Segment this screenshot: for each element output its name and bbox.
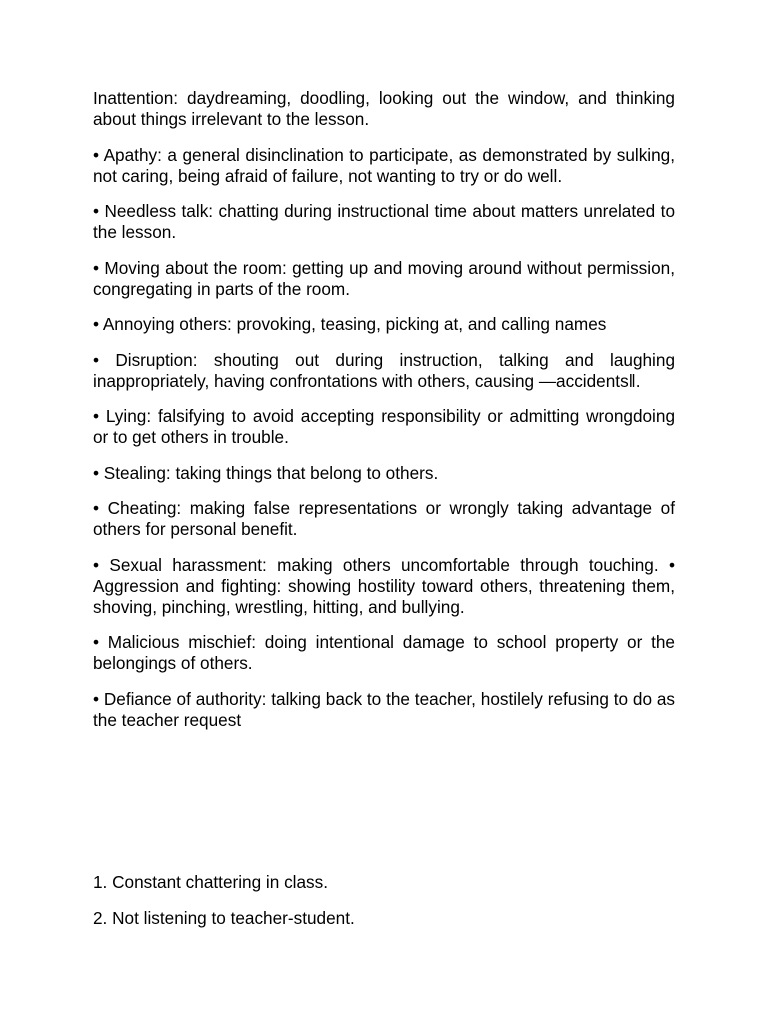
paragraph-annoying-others: • Annoying others: provoking, teasing, picking at, and calling names <box>93 314 607 334</box>
list-item-2: 2. Not listening to teacher-student. <box>93 907 355 928</box>
paragraph-lying: • Lying: falsifying to avoid accepting responsibility or admitting wrongdoing or to get others in trouble. <box>93 406 675 447</box>
paragraph-disruption: • Disruption: shouting out during instruction, talking and laughing inappropriately, having confrontations with others, causing ―accidents‖. <box>93 349 675 391</box>
paragraph-defiance: • Defiance of authority: talking back to the teacher, hostilely refusing to do as the teacher request <box>93 688 675 730</box>
paragraph-inattention: Inattention: daydreaming, doodling, looking out the window, and thinking about things irrelevant to the lesson. <box>93 88 675 129</box>
paragraph-apathy: • Apathy: a general disinclination to participate, as demonstrated by sulking, not caring, being afraid of failure, not wanting to try or do well. <box>93 144 675 186</box>
paragraph-sexual-harassment: • Sexual harassment: making others uncomfortable through touching. • Aggression and fighting: showing hostility toward others, threatening them, shoving, pinching, wrestling, hitting, and bullying. <box>93 554 675 617</box>
paragraph-stealing: • Stealing: taking things that belong to others. <box>93 462 439 483</box>
paragraph-needless-talk: • Needless talk: chatting during instructional time about matters unrelated to the lesson. <box>93 201 675 242</box>
list-item-1: 1. Constant chattering in class. <box>93 872 329 892</box>
paragraph-moving-about: • Moving about the room: getting up and moving around without permission, congregating in parts of the room. <box>93 257 675 299</box>
numbered-list <box>93 872 675 943</box>
paragraph-malicious-mischief: • Malicious mischief: doing intentional damage to school property or the belongings of others. <box>93 632 675 673</box>
paragraph-cheating: • Cheating: making false representations or wrongly taking advantage of others for personal benefit. <box>93 498 675 539</box>
misbehavior-list <box>93 88 675 745</box>
